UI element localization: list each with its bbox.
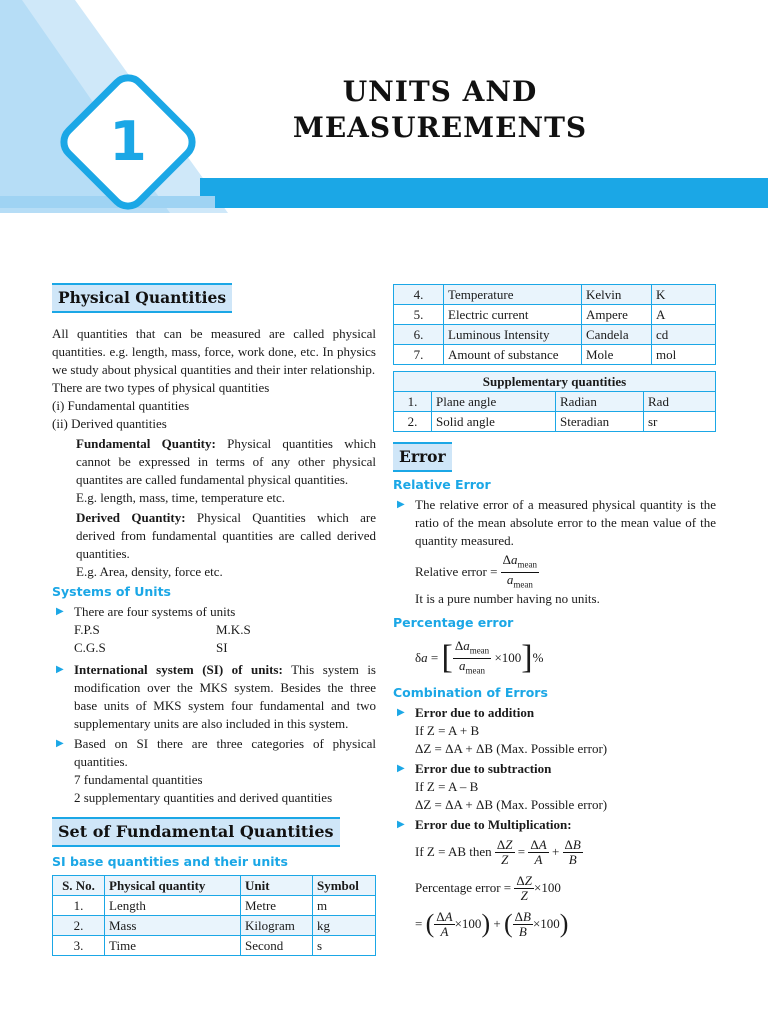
table-row: 2. Solid angle Steradian sr	[394, 412, 716, 432]
table-row: 7. Amount of substance Mole mol	[394, 345, 716, 365]
fundamental-quantity-label: Fundamental Quantity:	[76, 436, 216, 451]
systems-of-units-heading: Systems of Units	[52, 584, 171, 599]
type-fundamental: (i) Fundamental quantities	[52, 398, 190, 413]
bullet-four-systems: ▶ There are four systems of units	[56, 604, 236, 619]
table-row: 3. Time Second s	[53, 936, 376, 956]
set-of-fundamental-quantities-heading: Set of Fundamental Quantities	[52, 817, 340, 847]
relative-error-formula: Relative error = $\frac{\Delta a_{mean}}{a_{mean}}$	[415, 551, 538, 590]
bullet-arrow-icon: ▶	[56, 606, 64, 617]
subtraction-if: If Z = A – B	[415, 779, 479, 794]
si-base-table	[52, 875, 376, 956]
right-column	[393, 284, 716, 942]
bullet-arrow-icon: ▶	[56, 738, 64, 749]
si-base-quantities-heading: SI base quantities and their units	[52, 854, 288, 869]
subtraction-delta: ΔZ = ΔA + ΔB (Max. Possible error)	[415, 797, 608, 812]
addition-if: If Z = A + B	[415, 723, 480, 738]
derived-quantity-text: Physical Quantities which are derived from fundamental quantities are called derived quantities.	[76, 510, 376, 561]
table-row: 2. Mass Kilogram kg	[53, 916, 376, 936]
si-base-table-continued	[393, 284, 716, 365]
relative-error-definition: ▶ The relative error of a measured physical quantity is the ratio of the mean absolute error to the mean value of the quantity measured.	[397, 497, 716, 548]
percentage-error-formula-mult: Percentage error = $\frac{\Delta Z}{Z}$ ×100	[415, 872, 561, 903]
chapter-number: 1	[109, 110, 147, 173]
derived-quantity-label: Derived Quantity:	[76, 510, 186, 525]
bullet-si-categories: ▶ Based on SI there are three categories of physical quantities.	[56, 736, 376, 769]
chapter-title-line-2: MEASUREMENTS	[292, 111, 588, 144]
bullet-arrow-icon: ▶	[397, 707, 405, 718]
fundamental-quantity-example: E.g. length, mass, time, temperature etc.	[76, 490, 286, 505]
bullet-si-system: ▶ International system (SI) of units: This system is modification over the MKS system. Besides the three base units of MKS system four fundamental and two supplementary units are also included in this system.	[56, 662, 376, 731]
addition-delta: ΔZ = ΔA + ΔB (Max. Possible error)	[415, 741, 608, 756]
combination-of-errors-heading: Combination of Errors	[393, 685, 548, 700]
supplementary-heading: Supplementary quantities	[394, 372, 716, 392]
supplementary-table	[393, 371, 716, 432]
percentage-error-heading: Percentage error	[393, 615, 514, 630]
bullet-arrow-icon: ▶	[397, 819, 405, 830]
derived-quantity-def	[52, 509, 376, 563]
table-row: 6. Luminous Intensity Candela cd	[394, 325, 716, 345]
error-addition-heading: ▶ Error due to addition	[397, 705, 535, 720]
multiplication-formula: If Z = AB then $\frac{\Delta Z}{Z}$ = $\frac{\Delta A}{A}$ + $\frac{\Delta B}{B}$	[415, 836, 581, 867]
derived-quantity-example: E.g. Area, density, force etc.	[76, 564, 223, 579]
error-heading: Error	[393, 442, 452, 472]
two-types-text: There are two types of physical quantities	[52, 380, 270, 395]
fraction-delta-a-over-a: $\frac{\Delta a_{mean}}{a_{mean}}$	[502, 551, 538, 590]
fundamental-quantity-def	[52, 435, 376, 489]
category-fundamental: 7 fundamental quantities	[74, 772, 203, 787]
table-row: 1. Plane angle Radian Rad	[394, 392, 716, 412]
error-subtraction-heading: ▶ Error due to subtraction	[397, 761, 552, 776]
intro-paragraph: All quantities that can be measured are called physical quantities. e.g. length, mass, force, work done, etc. In physics we study about physical quantities and their inter relationship.	[52, 326, 376, 377]
physical-quantities-heading: Physical Quantities	[52, 283, 232, 313]
systems-row-1: F.P.S M.K.S	[74, 622, 251, 637]
category-supplementary: 2 supplementary quantities and derived quantities	[74, 790, 333, 805]
error-multiplication-heading: ▶ Error due to Multiplication:	[397, 817, 572, 832]
percentage-error-expansion: = ( $\frac{\Delta A}{A}$ ×100 ) + ( $\frac{\Delta B}{B}$ ×100 )	[415, 908, 569, 939]
bullet-arrow-icon: ▶	[397, 499, 405, 510]
table-row: 1. Length Metre m	[53, 896, 376, 916]
table-header-row: S. No. Physical quantity Unit Symbol	[53, 876, 376, 896]
chapter-title-line-1: UNITS AND	[342, 75, 538, 108]
table-row: 5. Electric current Ampere A	[394, 305, 716, 325]
chapter-title	[270, 74, 610, 146]
supplementary-heading-row	[394, 372, 716, 392]
systems-row-2: C.G.S SI	[74, 640, 228, 655]
bullet-arrow-icon: ▶	[397, 763, 405, 774]
type-derived: (ii) Derived quantities	[52, 416, 167, 431]
table-row: 4. Temperature Kelvin K	[394, 285, 716, 305]
pure-number-text: It is a pure number having no units.	[415, 591, 600, 606]
left-column	[52, 283, 376, 956]
relative-error-heading: Relative Error	[393, 477, 491, 492]
percentage-error-formula: δ a = [ $\frac{\Delta a_{mean}}{a_{mean}}$ ×100 ] %	[415, 637, 544, 676]
bullet-arrow-icon: ▶	[56, 664, 64, 675]
fundamental-quantity-text: Physical quantities which cannot be expressed in terms of any other physical quantites are called fundamental physical quantities.	[76, 436, 376, 487]
